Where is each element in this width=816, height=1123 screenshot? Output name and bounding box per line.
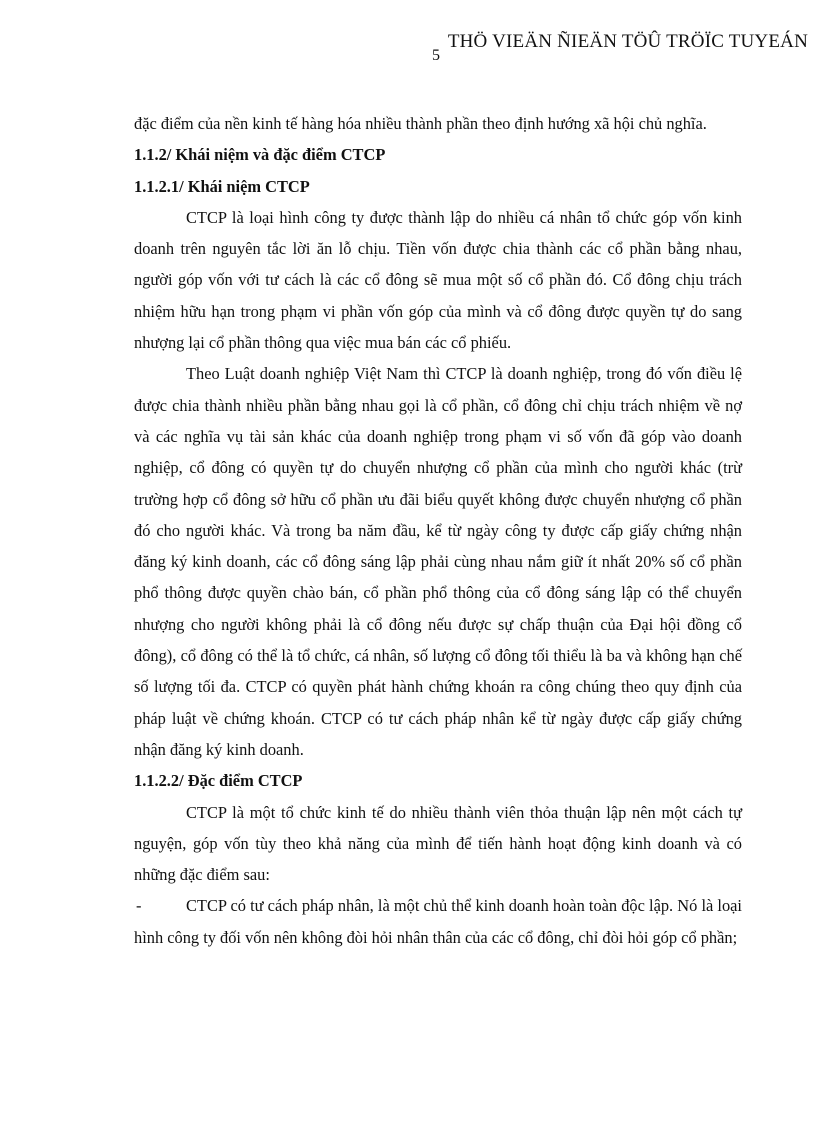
concept-paragraph-1: CTCP là loại hình công ty được thành lập do nhiều cá nhân tổ chức góp vốn kinh doanh trên nguyên tắc lời ăn lỗ chịu. Tiền vốn được chia thành các cổ phần bằng nhau, người góp vốn với tư cách là các cổ đông sẽ mua một số cổ phần đó. Cổ đông chịu trách nhiệm hữu hạn trong phạm vi phần vốn góp của mình và cổ đông được quyền tự do sang nhượng lại cổ phần thông qua việc mua bán các cổ phiếu. bbox=[134, 207, 742, 353]
library-watermark: THÖ VIEÄN ÑIEÄN TÖÛ TRÖÏC TUYEÁN bbox=[447, 31, 808, 52]
bullet-dash: - bbox=[136, 896, 142, 916]
section-heading-1-1-2: 1.1.2/ Khái niệm và đặc điểm CTCP bbox=[134, 145, 386, 165]
concept-paragraph-2: Theo Luật doanh nghiệp Việt Nam thì CTCP là doanh nghiệp, trong đó vốn điều lệ được chia thành nhiều phần bằng nhau gọi là cổ phần, cổ đông chỉ chịu trách nhiệm về nợ và các nghĩa vụ tài sản khác của doanh nghiệp trong phạm vi số vốn đã góp vào doanh nghiệp, cổ đông có quyền tự do chuyển nhượng cổ phần của mình cho người khác (trừ trường hợp cổ đông sở hữu cổ phần ưu đãi biểu quyết không được chuyển nhượng cổ phần đó cho người khác. Và trong ba năm đầu, kể từ ngày công ty được cấp giấy chứng nhận đăng ký kinh doanh, các cổ đông sáng lập phải cùng nhau nắm giữ ít nhất 20% số cổ phần phổ thông được quyền chào bán, cổ phần phổ thông của cổ đông sáng lập có thể chuyển nhượng cho người không phải là cổ đông nếu được sự chấp thuận của Đại hội đồng cổ đông), cổ đông có thể là tổ chức, cá nhân, số lượng cổ đông tối thiểu là ba và không hạn chế số lượng tối đa. CTCP có quyền phát hành chứng khoán ra công chúng theo quy định của pháp luật về chứng khoán. CTCP có tư cách pháp nhân kể từ ngày được cấp giấy chứng nhận đăng ký kinh doanh. bbox=[134, 364, 742, 759]
characteristics-intro-paragraph: CTCP là một tổ chức kinh tế do nhiều thành viên thỏa thuận lập nên một cách tự nguyện, góp vốn tùy theo khả năng của mình để tiến hành hoạt động kinh doanh và có những đặc điểm sau: bbox=[134, 802, 742, 885]
bullet-item-legal-entity bbox=[134, 890, 742, 953]
page-number: 5 bbox=[432, 47, 440, 64]
document-body bbox=[134, 108, 742, 953]
subsection-heading-characteristics: 1.1.2.2/ Đặc điểm CTCP bbox=[134, 771, 303, 791]
bullet-text: CTCP có tư cách pháp nhân, là một chủ thể kinh doanh hoàn toàn độc lập. Nó là loại hình công ty đối vốn nên không đòi hỏi nhân thân của các cổ đông, chỉ đòi hỏi góp cổ phần; bbox=[134, 896, 742, 947]
continuation-paragraph: đặc điểm của nền kinh tế hàng hóa nhiều thành phần theo định hướng xã hội chủ nghĩa. bbox=[134, 114, 707, 133]
subsection-heading-concept: 1.1.2.1/ Khái niệm CTCP bbox=[134, 176, 310, 196]
